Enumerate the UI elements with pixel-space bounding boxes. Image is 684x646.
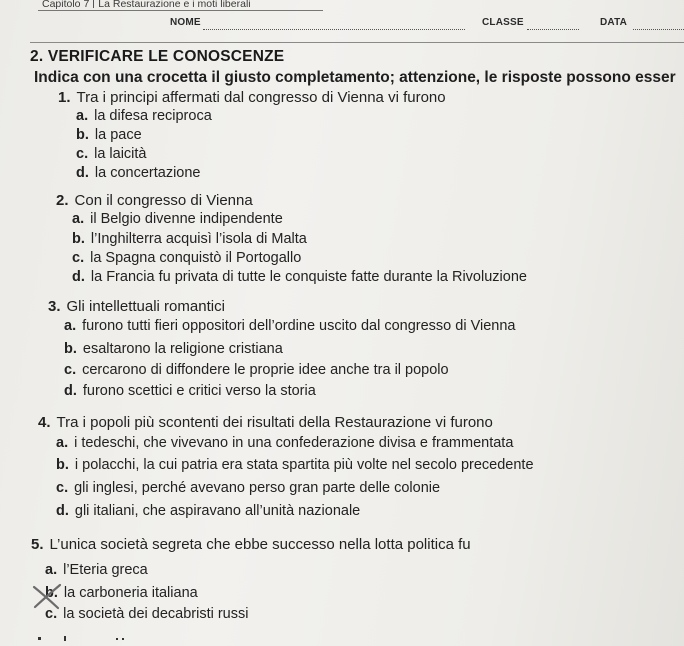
option-letter: d.: [72, 269, 85, 285]
option-text: i polacchi, la cui patria era stata spartita più volte nel secolo precedente: [74, 457, 534, 473]
class-label: CLASSE: [482, 17, 524, 28]
question-text: L’unica società segreta che ebbe successo nella lotta politica fu: [49, 536, 471, 553]
option-1c[interactable]: [76, 146, 146, 162]
option-letter: d.: [64, 383, 77, 399]
option-1b[interactable]: [76, 127, 142, 143]
option-3b[interactable]: [64, 341, 283, 357]
running-head: [42, 0, 251, 10]
option-letter: a.: [76, 108, 89, 124]
option-2b[interactable]: [72, 231, 307, 247]
option-4d[interactable]: [56, 503, 360, 519]
option-4b[interactable]: [56, 457, 534, 473]
option-letter: c.: [45, 606, 58, 622]
option-text: la carboneria italiana: [63, 585, 198, 601]
option-3d[interactable]: [64, 383, 316, 399]
option-text: esaltarono la religione cristiana: [82, 341, 283, 357]
option-letter: b.: [76, 127, 89, 143]
handwritten-cross-mark: [30, 583, 64, 611]
option-text: la Spagna conquistò il Portogallo: [90, 250, 302, 266]
option-letter: a.: [45, 562, 58, 578]
option-text: l’Eteria greca: [63, 562, 148, 578]
option-text: la laicità: [94, 146, 147, 162]
question-number: 2.: [56, 192, 69, 209]
option-letter: a.: [72, 211, 85, 227]
option-2a[interactable]: [72, 211, 283, 227]
chapter-title: La Restaurazione e i moti liberali: [98, 0, 251, 10]
option-letter: d.: [76, 165, 89, 181]
option-letter: b.: [64, 341, 77, 357]
option-letter: a.: [56, 435, 69, 451]
date-label: DATA: [600, 17, 628, 28]
option-letter: c.: [64, 362, 77, 378]
option-3c[interactable]: [64, 362, 449, 378]
option-text: cercarono di diffondere le proprie idee anche tra il popolo: [82, 362, 449, 378]
section-title: 2. VERIFICARE LE CONOSCENZE: [30, 48, 285, 65]
question-text: Tra i principi affermati dal congresso di Vienna vi furono: [76, 89, 446, 106]
option-5c[interactable]: [45, 606, 248, 622]
running-head-separator: [93, 0, 94, 8]
option-letter: c.: [72, 250, 85, 266]
date-field[interactable]: [633, 29, 684, 30]
question-number: 3.: [48, 298, 61, 315]
question-number: 5.: [31, 536, 44, 553]
option-text: gli italiani, che aspiravano all’unità nazionale: [74, 503, 361, 519]
option-text: furono tutti fieri oppositori dell’ordine uscito dal congresso di Vienna: [82, 318, 516, 334]
question-2: [56, 192, 253, 209]
option-text: la pace: [94, 127, 142, 143]
option-text: i tedeschi, che vivevano in una confederazione divisa e frammentata: [74, 435, 514, 451]
option-5b[interactable]: [45, 585, 198, 601]
option-text: la difesa reciproca: [94, 108, 212, 124]
option-text: furono scettici e critici verso la storia: [82, 383, 316, 399]
question-3: [48, 298, 225, 315]
option-1d[interactable]: [76, 165, 200, 181]
option-letter: c.: [76, 146, 89, 162]
section-divider: [30, 42, 684, 43]
option-4c[interactable]: [56, 480, 440, 496]
option-2d[interactable]: [72, 269, 527, 285]
question-number: 4.: [38, 414, 51, 431]
name-field[interactable]: [203, 29, 465, 30]
question-1: [58, 89, 446, 106]
option-text: l’Inghilterra acquisì l’isola di Malta: [90, 231, 307, 247]
option-text: la società dei decabristi russi: [63, 606, 249, 622]
option-4a[interactable]: [56, 435, 513, 451]
option-1a[interactable]: [76, 108, 212, 124]
chapter-number: Capitolo 7: [42, 0, 90, 10]
option-letter: c.: [56, 480, 69, 496]
option-text: la concertazione: [94, 165, 201, 181]
option-2c[interactable]: [72, 250, 301, 266]
name-label: NOME: [170, 17, 201, 28]
option-5a[interactable]: [45, 562, 148, 578]
class-field[interactable]: [527, 29, 579, 30]
option-text: gli inglesi, perché avevano perso gran parte delle colonie: [74, 480, 441, 496]
cropped-text-fragment: [34, 630, 134, 642]
option-text: il Belgio divenne indipendente: [90, 211, 283, 227]
section-instructions: Indica con una crocetta il giusto completamento; attenzione, le risposte possono esser: [34, 69, 676, 86]
option-letter: d.: [56, 503, 69, 519]
option-letter: b.: [45, 585, 58, 601]
option-text: la Francia fu privata di tutte le conquiste fatte durante la Rivoluzione: [90, 269, 527, 285]
option-3a[interactable]: [64, 318, 515, 334]
question-5: [31, 536, 471, 553]
question-number: 1.: [58, 89, 71, 106]
option-letter: b.: [56, 457, 69, 473]
question-text: Gli intellettuali romantici: [66, 298, 225, 315]
question-4: [38, 414, 493, 431]
question-text: Tra i popoli più scontenti dei risultati della Restaurazione vi furono: [56, 414, 493, 431]
option-letter: a.: [64, 318, 77, 334]
question-text: Con il congresso di Vienna: [74, 192, 253, 209]
option-letter: b.: [72, 231, 85, 247]
running-head-rule: [38, 10, 323, 11]
